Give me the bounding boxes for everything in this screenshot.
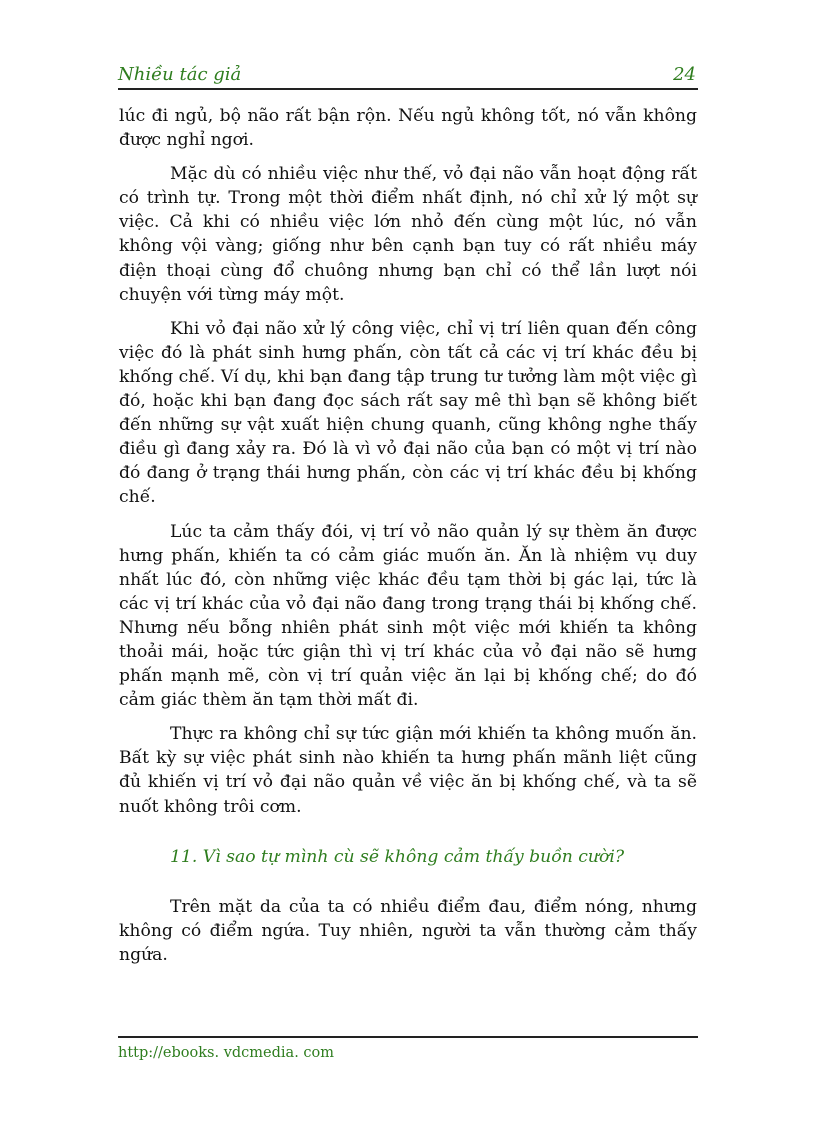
body-paragraph: Khi vỏ đại não xử lý công việc, chỉ vị trí liên quan đến công việc đó là phát sinh hưng phấn, còn tất cả các vị trí khác đều bị khống chế. Ví dụ, khi bạn đang tập trung tư tưởng làm một việc gì đó, hoặc khi bạn đang đọc sách rất say mê thì bạn sẽ không biết đến những sự vật xuất hiện chung quanh, cũng không nghe thấy điều gì đang xảy ra. Đó là vì vỏ đại não của bạn có một vị trí nào đó đang ở trạng thái hưng phấn, còn các vị trí khác đều bị khống chế. [119,318,697,508]
section-heading: 11. Vì sao tự mình cù sẽ không cảm thấy buồn cười? [170,846,625,867]
page-header [118,62,698,90]
footer-url[interactable]: http://ebooks. vdcmedia. com [118,1045,335,1061]
body-paragraph: Thực ra không chỉ sự tức giận mới khiến ta không muốn ăn. Bất kỳ sự việc phát sinh nào khiến ta hưng phấn mãnh liệt cũng đủ khiến vị trí vỏ đại não quản về việc ăn bị khống chế, và ta sẽ nuốt không trôi cơm. [119,724,697,817]
page-body [119,104,697,977]
body-paragraph: lúc đi ngủ, bộ não rất bận rộn. Nếu ngủ không tốt, nó vẫn không được nghỉ ngơi. [119,106,697,151]
body-paragraph: Mặc dù có nhiều việc như thế, vỏ đại não vẫn hoạt động rất có trình tự. Trong một thời điểm nhất định, nó chỉ xử lý một sự việc. Cả khi có nhiều việc lớn nhỏ đến cùng một lúc, nó vẫn không vội vàng; giống như bên cạnh bạn tuy có rất nhiều máy điện thoại cùng đổ chuông nhưng bạn chỉ có thể lần lượt nói chuyện với từng máy một. [119,164,697,305]
page-number: 24 [673,64,696,85]
page-footer [118,1036,698,1061]
body-paragraph: Lúc ta cảm thấy đói, vị trí vỏ não quản lý sự thèm ăn được hưng phấn, khiến ta có cảm giác muốn ăn. Ăn là nhiệm vụ duy nhất lúc đó, còn những việc khác đều tạm thời bị gác lại, tức là các vị trí khác của vỏ đại não đang trong trạng thái bị khống chế. Nhưng nếu bỗng nhiên phát sinh một việc mới khiến ta không thoải mái, hoặc tức giận thì vị trí khác của vỏ đại não sẽ hưng phấn mạnh mẽ, còn vị trí quản việc ăn lại bị khống chế; do đó cảm giác thèm ăn tạm thời mất đi. [119,521,697,711]
body-paragraph: Trên mặt da của ta có nhiều điểm đau, điểm nóng, nhưng không có điểm ngứa. Tuy nhiên, người ta vẫn thường cảm thấy ngứa. [119,896,697,965]
header-title: Nhiều tác giả [118,64,242,85]
